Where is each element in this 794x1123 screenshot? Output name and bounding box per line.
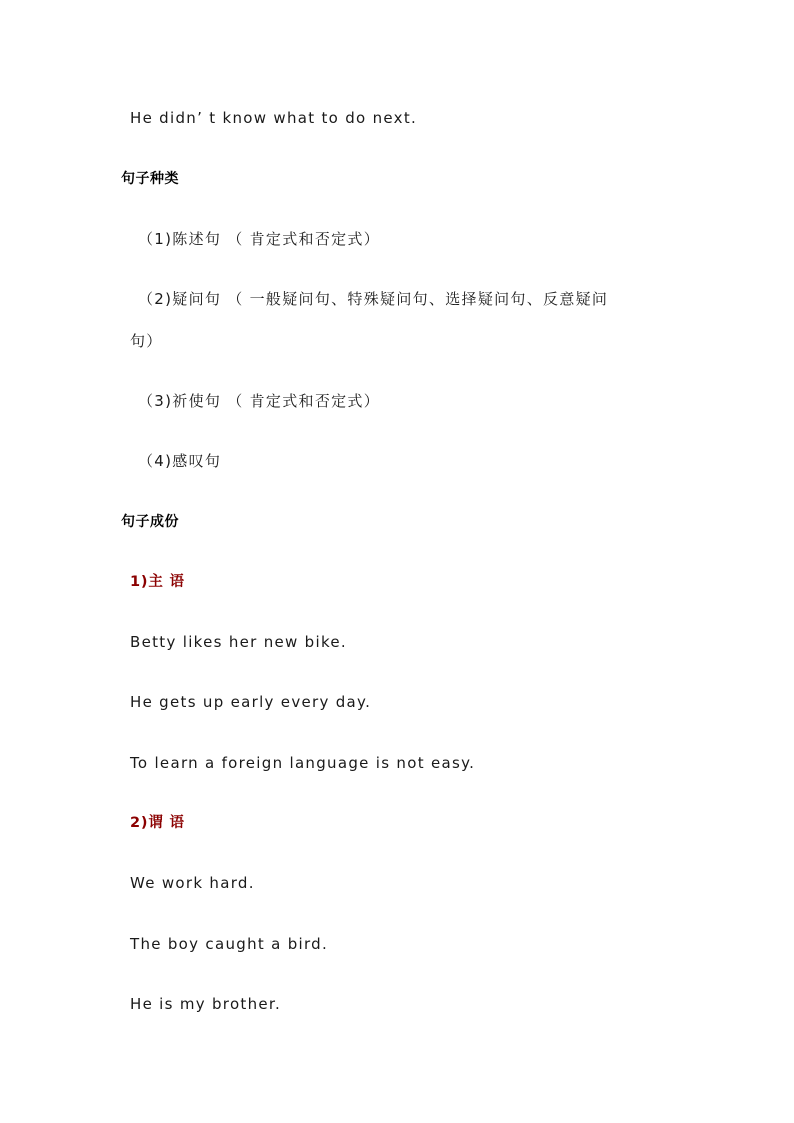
intro-sentence: He didn’ t know what to do next. xyxy=(130,109,418,127)
sentence-parts-heading: 句子成份 xyxy=(121,514,179,530)
sentence-type-item-3: （3)祈使句 （ 肯定式和否定式） xyxy=(138,392,381,410)
subject-example-1: Betty likes her new bike. xyxy=(130,633,348,651)
sentence-type-item-4: （4)感叹句 xyxy=(138,452,222,470)
sentence-type-item-2-continuation: 句） xyxy=(130,332,163,350)
subject-example-2: He gets up early every day. xyxy=(130,693,372,711)
predicate-example-3: He is my brother. xyxy=(130,995,282,1013)
sentence-type-item-1: （1)陈述句 （ 肯定式和否定式） xyxy=(138,230,381,248)
sentence-type-item-2: （2)疑问句 （ 一般疑问句、特殊疑问句、选择疑问句、反意疑问 xyxy=(138,290,609,308)
subject-example-3: To learn a foreign language is not easy. xyxy=(130,754,476,772)
predicate-subheading: 2)谓 语 xyxy=(130,815,185,831)
predicate-example-1: We work hard. xyxy=(130,874,255,892)
subject-subheading: 1)主 语 xyxy=(130,574,185,590)
predicate-example-2: The boy caught a bird. xyxy=(130,935,329,953)
sentence-types-heading: 句子种类 xyxy=(121,171,179,187)
